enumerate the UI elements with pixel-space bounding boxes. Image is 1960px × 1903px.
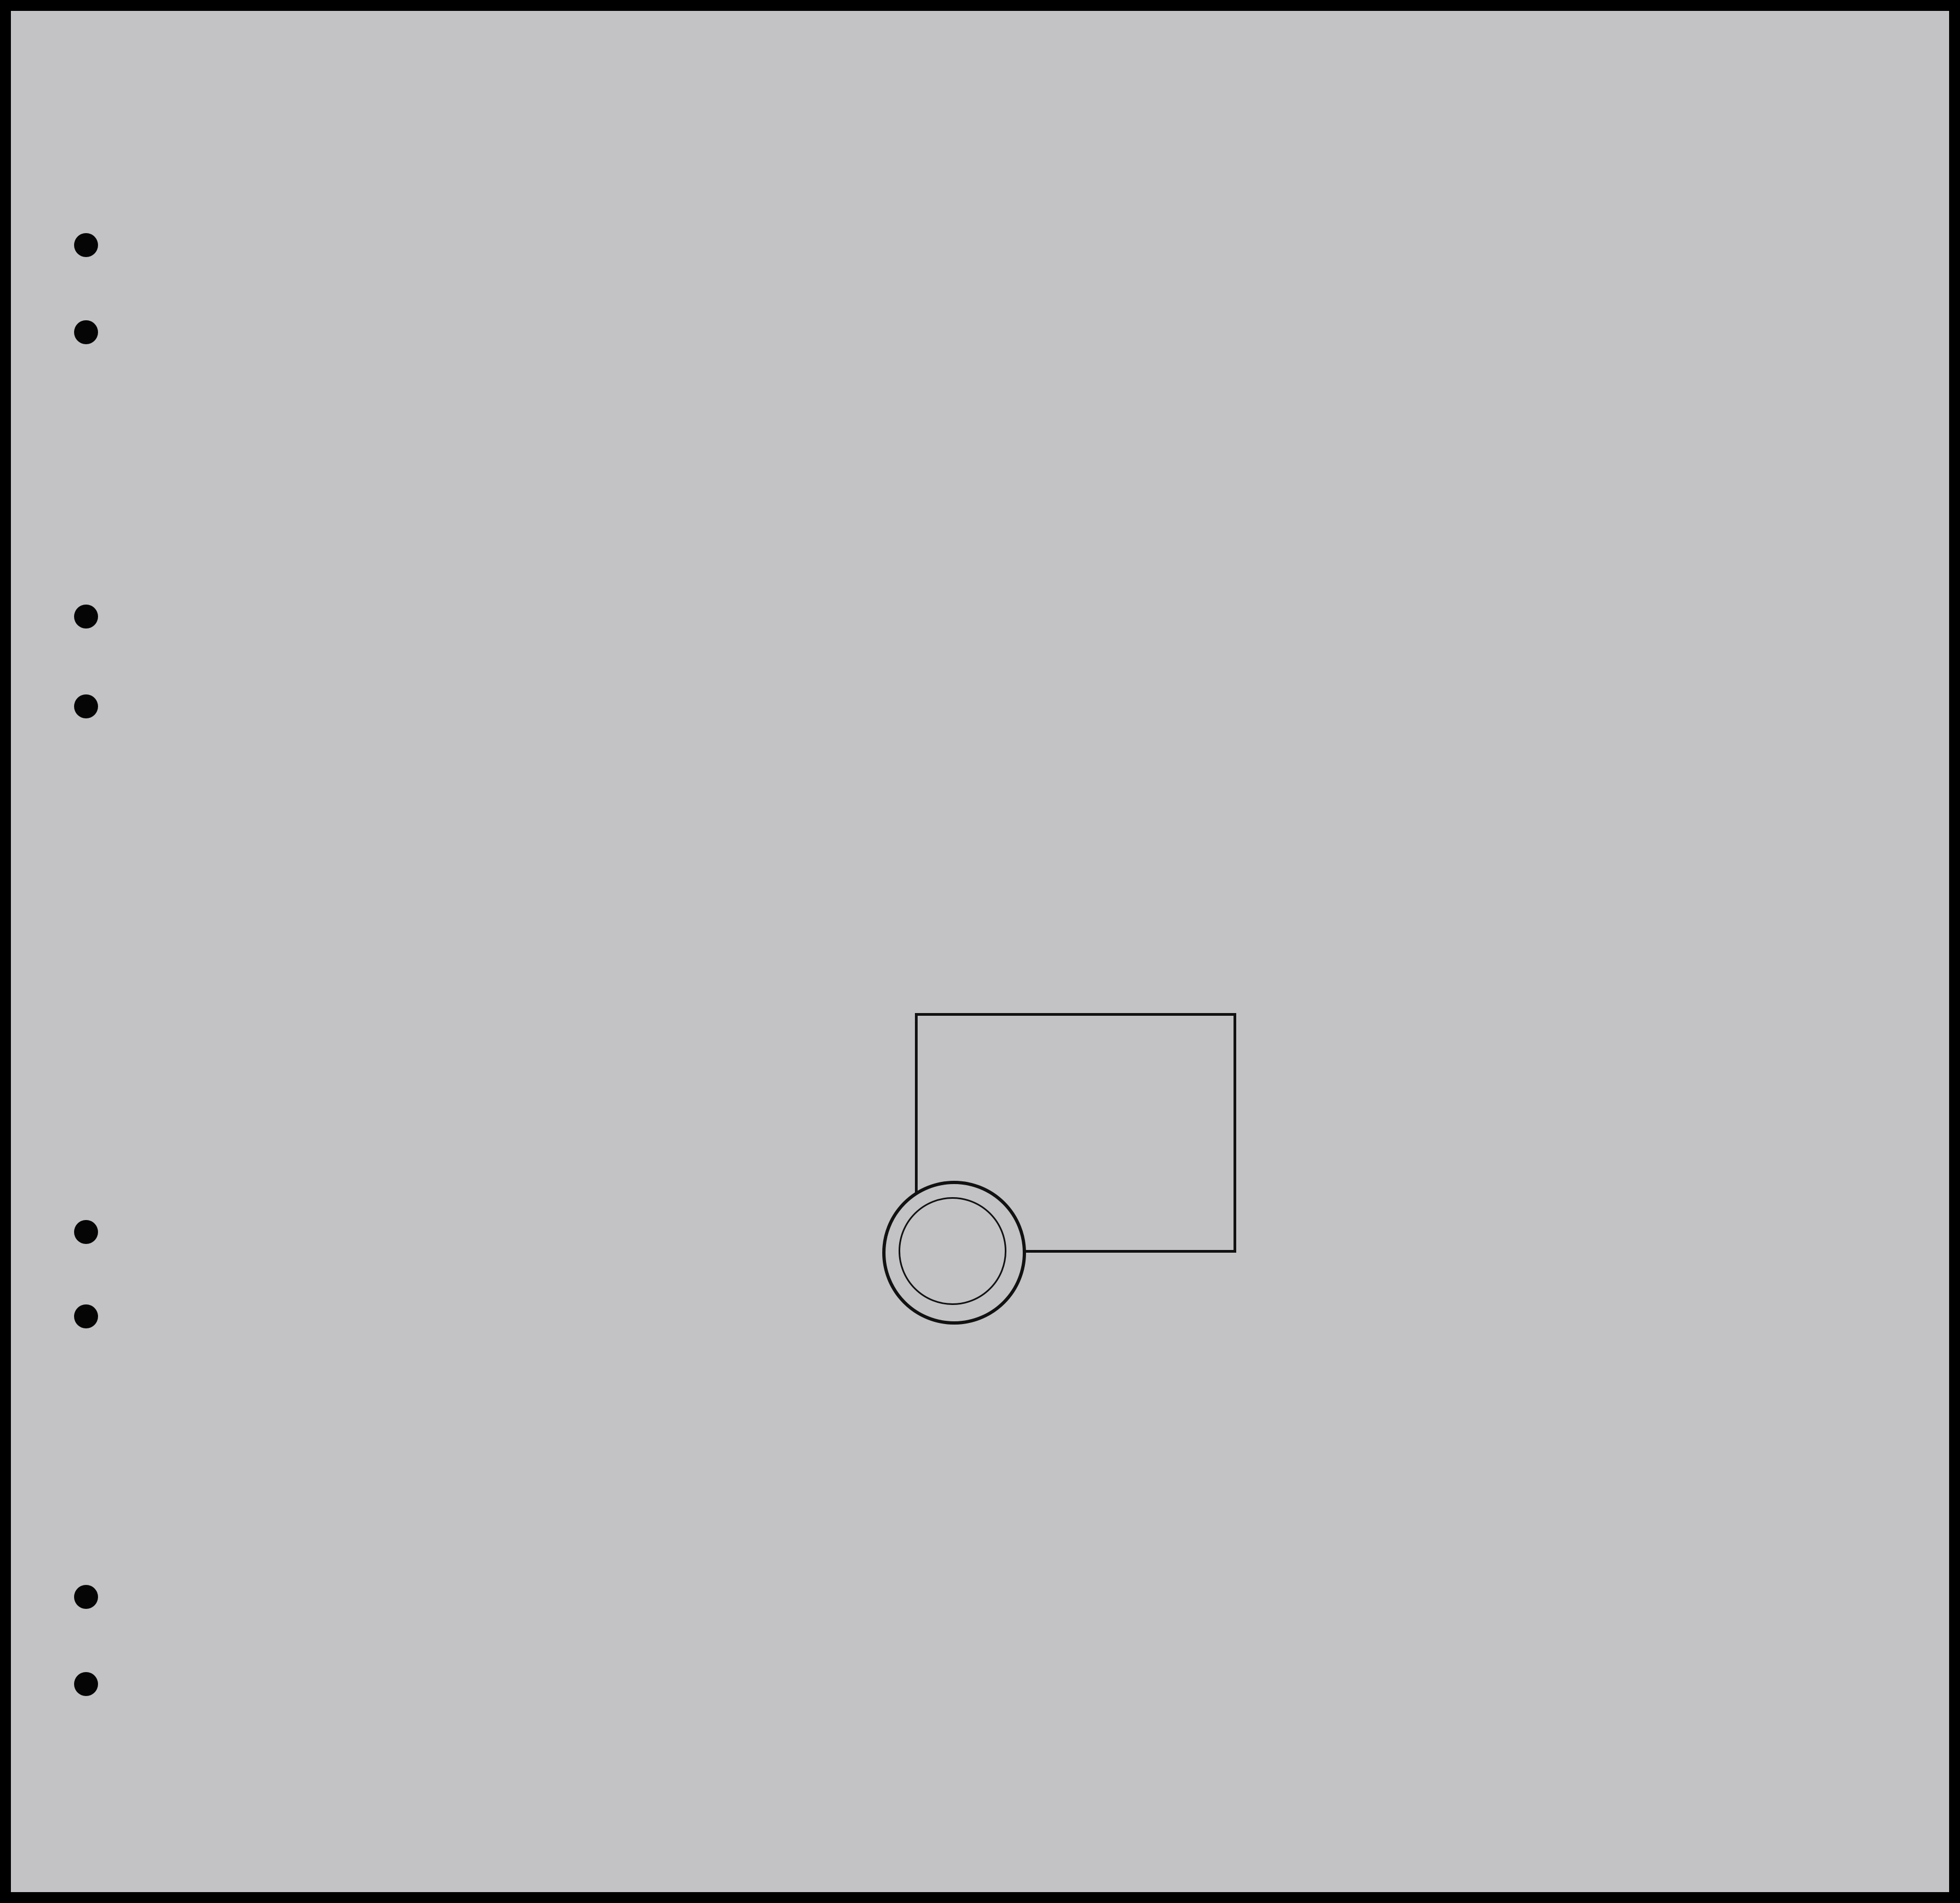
binder-hole bbox=[74, 320, 98, 344]
binder-hole bbox=[74, 605, 98, 629]
col9-header bbox=[1198, 263, 1247, 298]
col4-header bbox=[632, 263, 724, 275]
binder-hole bbox=[74, 694, 98, 718]
form-grid bbox=[11, 11, 1949, 1892]
col8-header bbox=[1138, 263, 1198, 286]
manifest-sheet bbox=[11, 11, 1949, 1892]
seal-inner-ring bbox=[899, 1197, 1006, 1305]
col15-header bbox=[1615, 263, 1748, 286]
col10-header bbox=[1247, 263, 1296, 298]
col14-header bbox=[1560, 263, 1615, 298]
col12-header bbox=[1389, 263, 1514, 298]
col13-header bbox=[1506, 263, 1560, 298]
binder-hole bbox=[74, 1220, 98, 1244]
col3-header bbox=[253, 263, 634, 286]
binder-hole bbox=[74, 1672, 98, 1696]
remarks-header bbox=[1751, 289, 1936, 313]
consulate-seal bbox=[882, 1181, 1026, 1325]
binder-hole bbox=[74, 1585, 98, 1609]
col7-header bbox=[1035, 263, 1138, 286]
col5-header bbox=[724, 263, 850, 286]
col6-header bbox=[850, 263, 1035, 286]
binder-hole bbox=[74, 1304, 98, 1328]
binder-hole bbox=[74, 233, 98, 257]
col2-header bbox=[147, 263, 261, 275]
